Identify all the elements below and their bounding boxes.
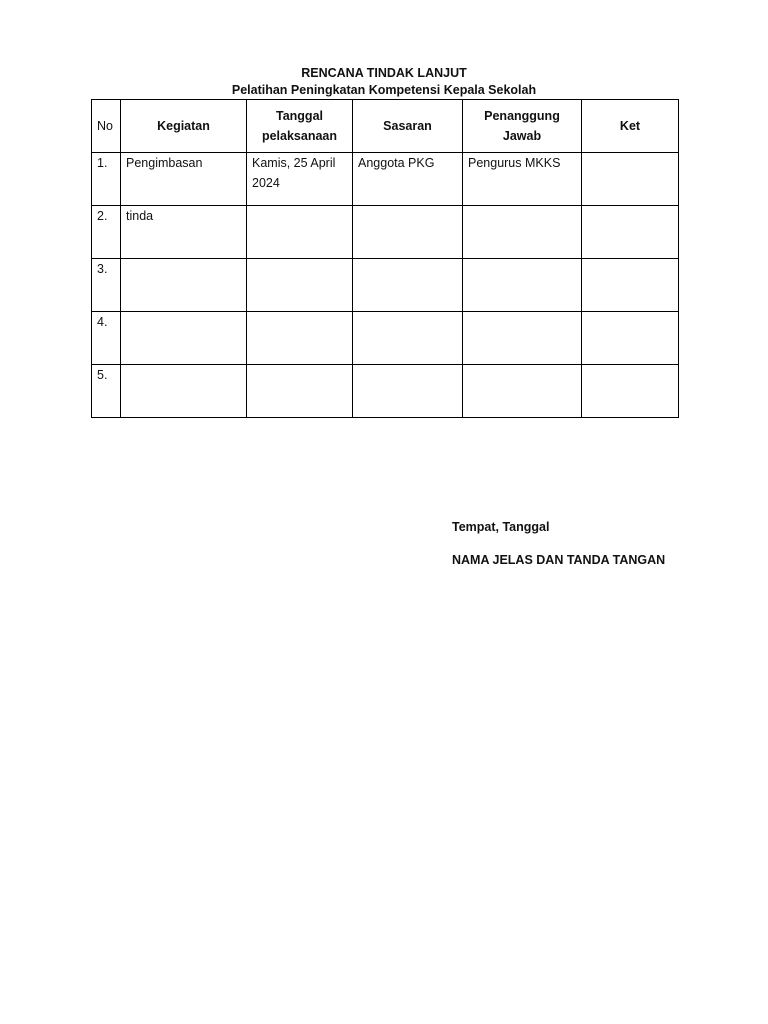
table-row [92,259,679,312]
table-row [92,153,679,206]
cell-tanggal [247,259,353,312]
header-no: No [92,100,121,153]
cell-ket [582,259,679,312]
header-ket: Ket [582,100,679,153]
header-tanggal: Tanggal pelaksanaan [247,100,353,153]
cell-no-text: 1. [97,156,108,170]
table-row [92,365,679,418]
cell-kegiatan [121,153,247,206]
cell-kegiatan [121,259,247,312]
cell-tanggal-text: Kamis, 25 April 2024 [252,156,336,190]
header-penanggung-jawab: Penanggung Jawab [463,100,582,153]
cell-no [92,153,121,206]
signature-place-date: Tempat, Tanggal [452,520,550,534]
cell-penanggung-jawab [463,153,582,206]
cell-tanggal [247,153,353,206]
cell-no [92,206,121,259]
cell-penanggung-jawab [463,312,582,365]
cell-sasaran [353,312,463,365]
cell-ket [582,153,679,206]
cell-no-text: 2. [97,209,108,223]
cell-kegiatan [121,365,247,418]
document-title: RENCANA TINDAK LANJUT [301,66,467,80]
cell-kegiatan [121,206,247,259]
header-sasaran: Sasaran [353,100,463,153]
cell-sasaran [353,206,463,259]
table-row [92,206,679,259]
cell-no-text: 5. [97,368,108,382]
document-subtitle: Pelatihan Peningkatan Kompetensi Kepala Sekolah [231,83,537,97]
cell-sasaran [353,365,463,418]
cell-no [92,259,121,312]
header-kegiatan: Kegiatan [121,100,247,153]
cell-kegiatan [121,312,247,365]
cell-kegiatan-text: Pengimbasan [126,156,203,170]
cell-ket [582,365,679,418]
cell-no-text: 3. [97,262,108,276]
cell-no-text: 4. [97,315,108,329]
cell-penanggung-jawab [463,365,582,418]
cell-no [92,312,121,365]
table-header-row [92,100,679,153]
cell-sasaran [353,153,463,206]
cell-no [92,365,121,418]
cell-sasaran-text: Anggota PKG [358,156,435,170]
cell-ket [582,206,679,259]
cell-penanggung-jawab [463,259,582,312]
cell-tanggal [247,365,353,418]
cell-tanggal [247,312,353,365]
cell-sasaran [353,259,463,312]
cell-penanggung-jawab [463,206,582,259]
signature-name-line: NAMA JELAS DAN TANDA TANGAN [452,553,666,567]
cell-tanggal [247,206,353,259]
plan-table [91,99,679,418]
cell-ket [582,312,679,365]
cell-kegiatan-text: tinda [126,209,154,223]
cell-penanggung-text: Pengurus MKKS [468,156,561,170]
table-row [92,312,679,365]
